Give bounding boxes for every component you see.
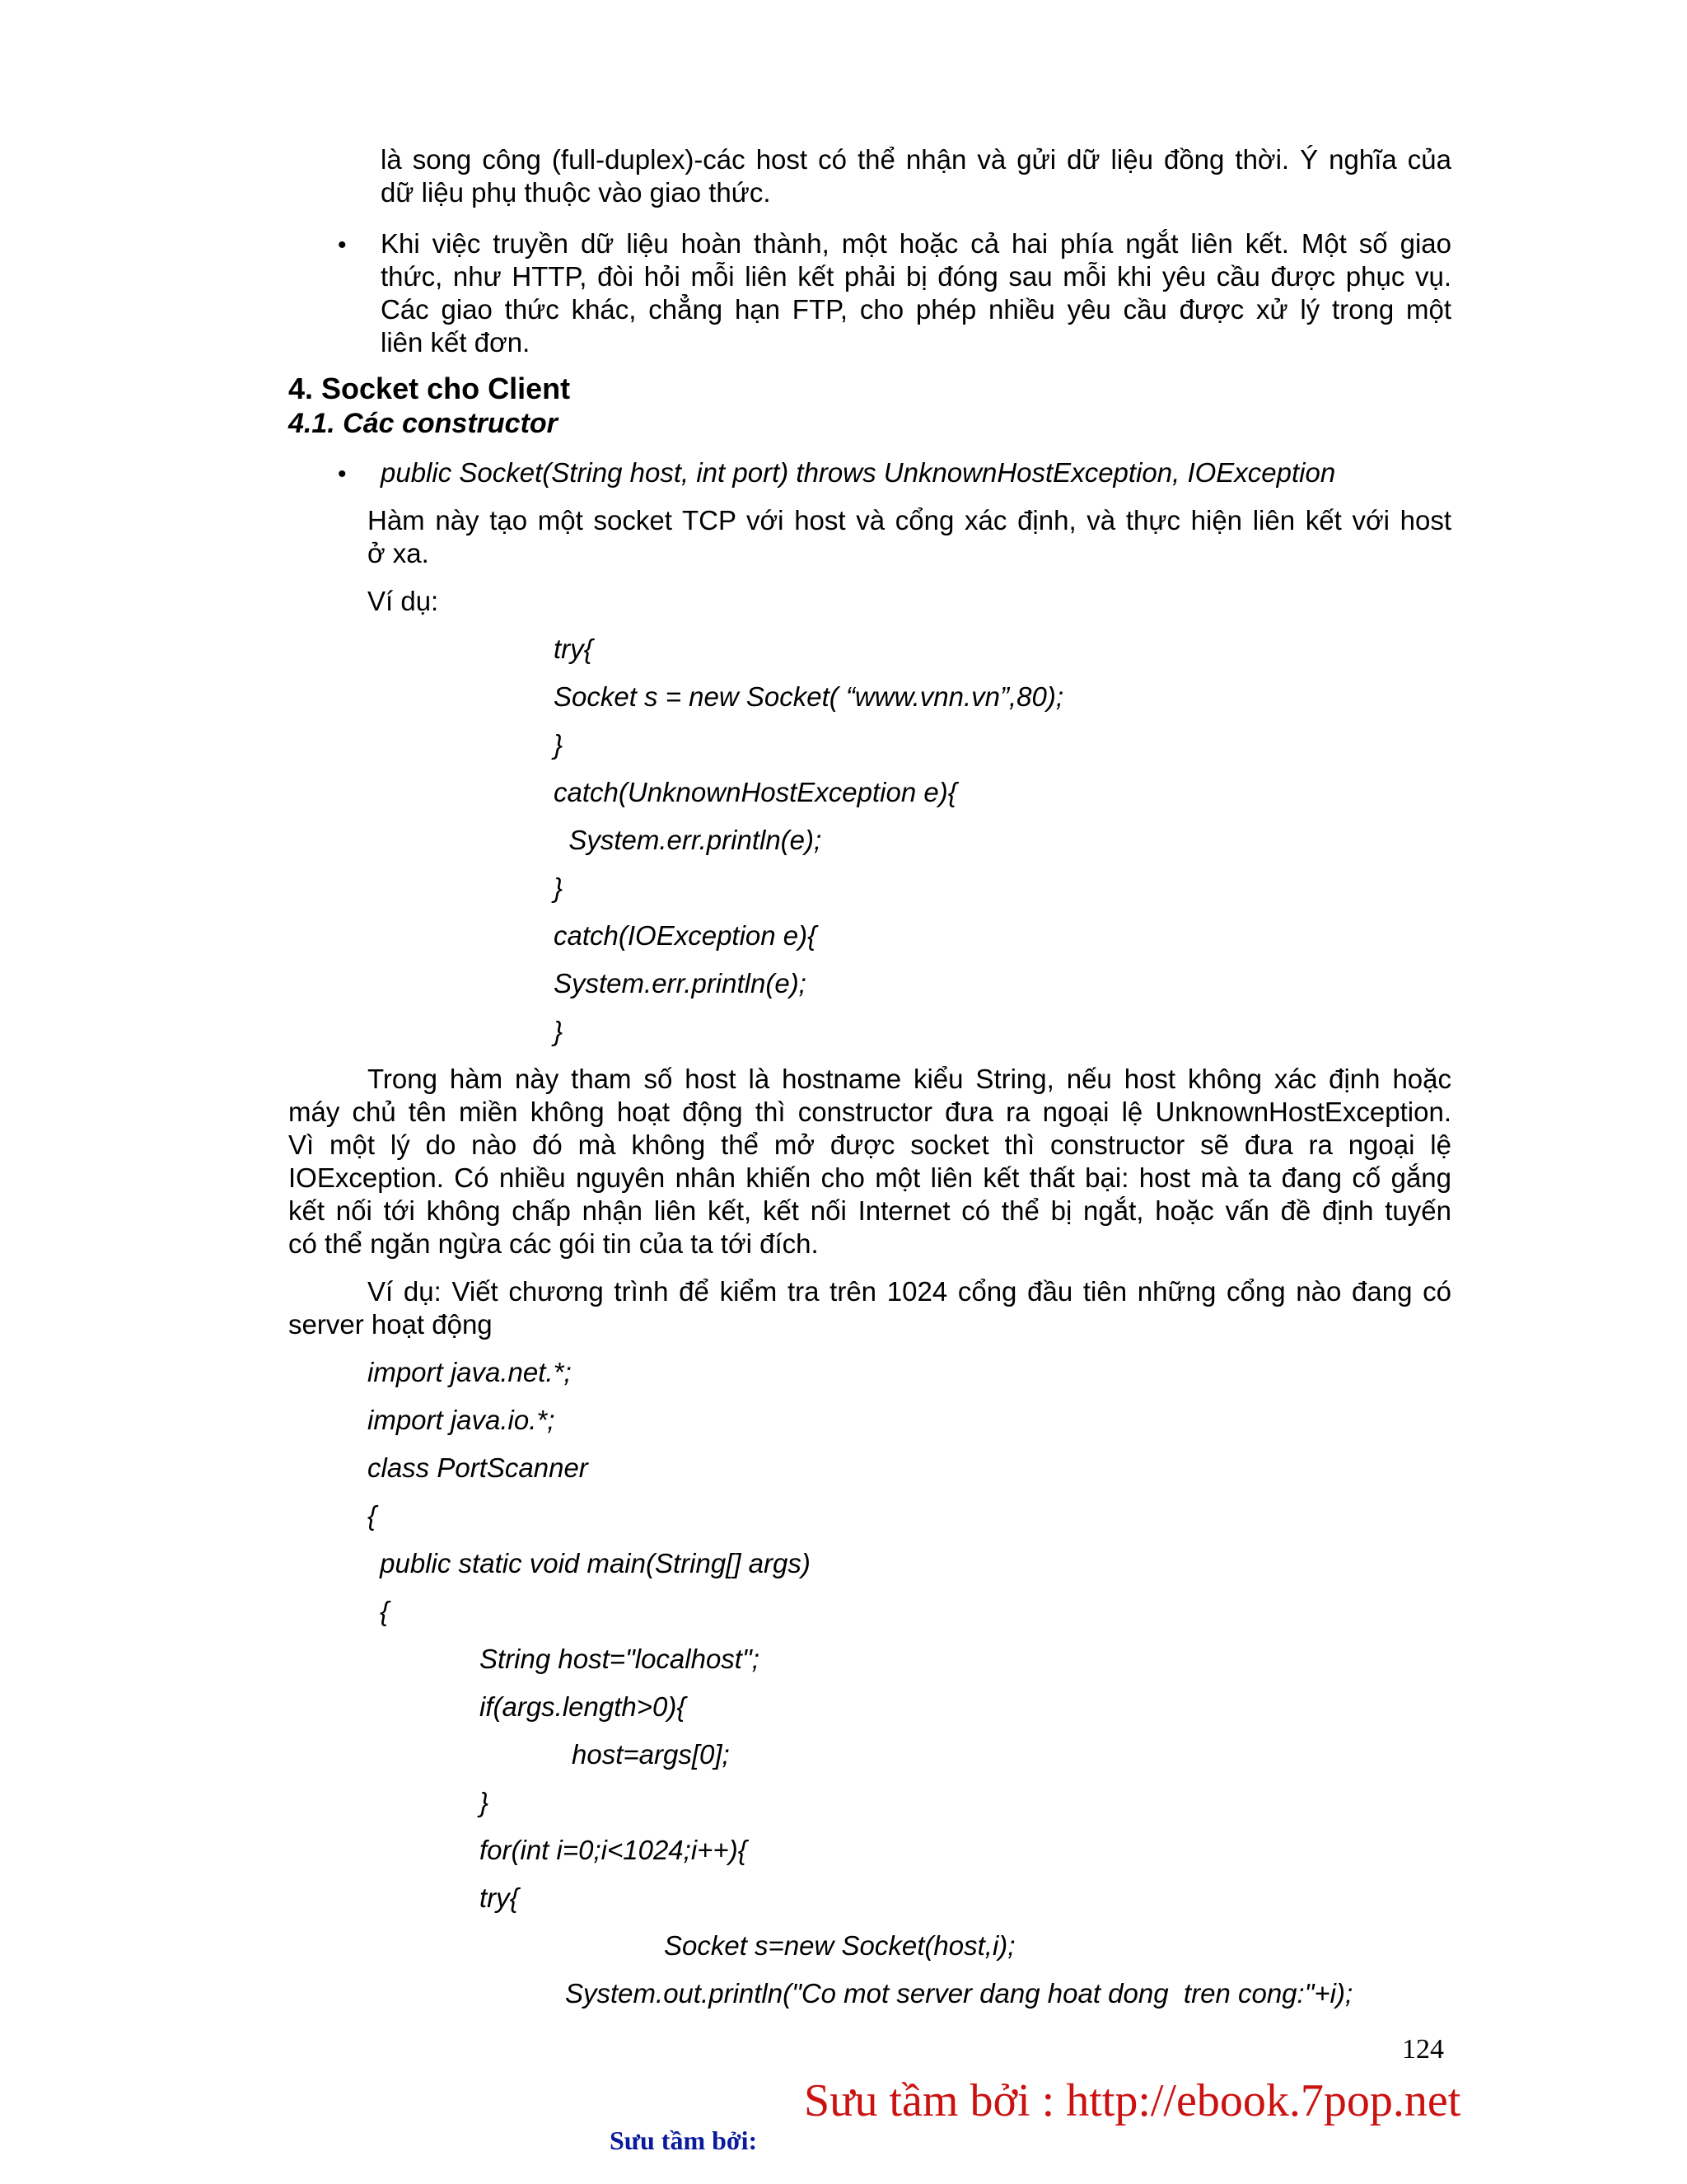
code-line: System.err.println(e); [554,825,822,855]
code-line: } [554,872,563,903]
paragraph-line: Vì một lý do nào đó mà không thể mở được socket thì constructor sẽ đưa ra ngoại lệ [288,1129,1451,1160]
bullet-icon: • [338,231,347,259]
code-line: catch(IOException e){ [554,920,817,951]
paragraph-line: kết nối tới không chấp nhận liên kết, kết nối Internet có thể bị ngắt, hoặc vấn đề định tuyến [288,1195,1451,1226]
paragraph-line: Hàm này tạo một socket TCP với host và cổng xác định, và thực hiện liên kết với host [367,505,1451,535]
code-line: System.err.println(e); [554,968,806,998]
paragraph-line: ở xa. [367,538,429,568]
paragraph-line: server hoạt động [288,1309,493,1340]
paragraph-line: Khi việc truyền dữ liệu hoàn thành, một hoặc cả hai phía ngắt liên kết. Một số giao [381,228,1451,259]
paragraph-line: IOException. Có nhiều nguyên nhân khiến cho một liên kết thất bại: host mà ta đang cố gắng [288,1162,1451,1193]
code-line: host=args[0]; [572,1739,730,1770]
constructor-description [367,504,1451,570]
code-line: import java.io.*; [367,1405,555,1435]
explanation-paragraph [288,1063,1451,1260]
example-label: Ví dụ: [367,586,439,616]
bullet-icon: • [338,461,347,488]
paragraph-line: là song công (full-duplex)-các host có thể nhận và gửi dữ liệu đồng thời. Ý nghĩa của [381,144,1451,175]
paragraph-line: máy chủ tên miền không hoạt động thì constructor đưa ra ngoại lệ UnknownHostException. [288,1097,1451,1127]
paragraph-line: thức, như HTTP, đòi hỏi mỗi liên kết phải bị đóng sau mỗi khi yêu cầu được phục vụ. [381,261,1451,292]
code-line: public static void main(String[] args) [372,1548,811,1578]
code-line: if(args.length>0){ [479,1691,686,1722]
code-line: try{ [479,1882,519,1913]
code-line: System.out.println("Co mot server dang hoat dong tren cong:"+i); [565,1978,1353,2009]
paragraph-line: liên kết đơn. [381,327,530,358]
bullet-paragraph-close [381,227,1451,359]
subsection-heading: 4.1. Các constructor [288,408,558,439]
section-heading: 4. Socket cho Client [288,372,571,405]
code-line: { [367,1500,377,1531]
code-line: class PortScanner [367,1452,588,1483]
code-line: catch(UnknownHostException e){ [554,777,957,807]
code-line: for(int i=0;i<1024;i++){ [479,1835,747,1865]
credit-watermark-link: Sưu tầm bởi : http://ebook.7pop.net [804,2075,1461,2126]
code-line: import java.net.*; [367,1357,572,1387]
code-line: Socket s = new Socket( “www.vnn.vn”,80); [554,681,1063,712]
code-line: { [372,1596,390,1626]
code-line: try{ [554,634,593,664]
page-number: 124 [1402,2034,1444,2065]
paragraph-line: Các giao thức khác, chẳng hạn FTP, cho phép nhiều yêu cầu được xử lý trong một [381,294,1451,325]
example-paragraph [288,1275,1451,1341]
code-line: Socket s=new Socket(host,i); [664,1930,1016,1961]
code-line: } [479,1787,489,1817]
paragraph-line: có thể ngăn ngừa các gói tin của ta tới đích. [288,1228,819,1259]
continuation-paragraph [381,143,1451,209]
code-line: } [554,729,563,760]
credit-label: Sưu tầm bởi: [610,2126,758,2155]
constructor-signature: public Socket(String host, int port) throws UnknownHostException, IOException [381,457,1336,488]
paragraph-line: dữ liệu phụ thuộc vào giao thức. [381,177,771,208]
paragraph-line: Ví dụ: Viết chương trình để kiểm tra trên 1024 cổng đầu tiên những cổng nào đang có [367,1276,1451,1307]
paragraph-line: Trong hàm này tham số host là hostname kiểu String, nếu host không xác định hoặc [367,1064,1451,1094]
code-line: String host="localhost"; [479,1644,759,1674]
code-line: } [554,1016,563,1046]
